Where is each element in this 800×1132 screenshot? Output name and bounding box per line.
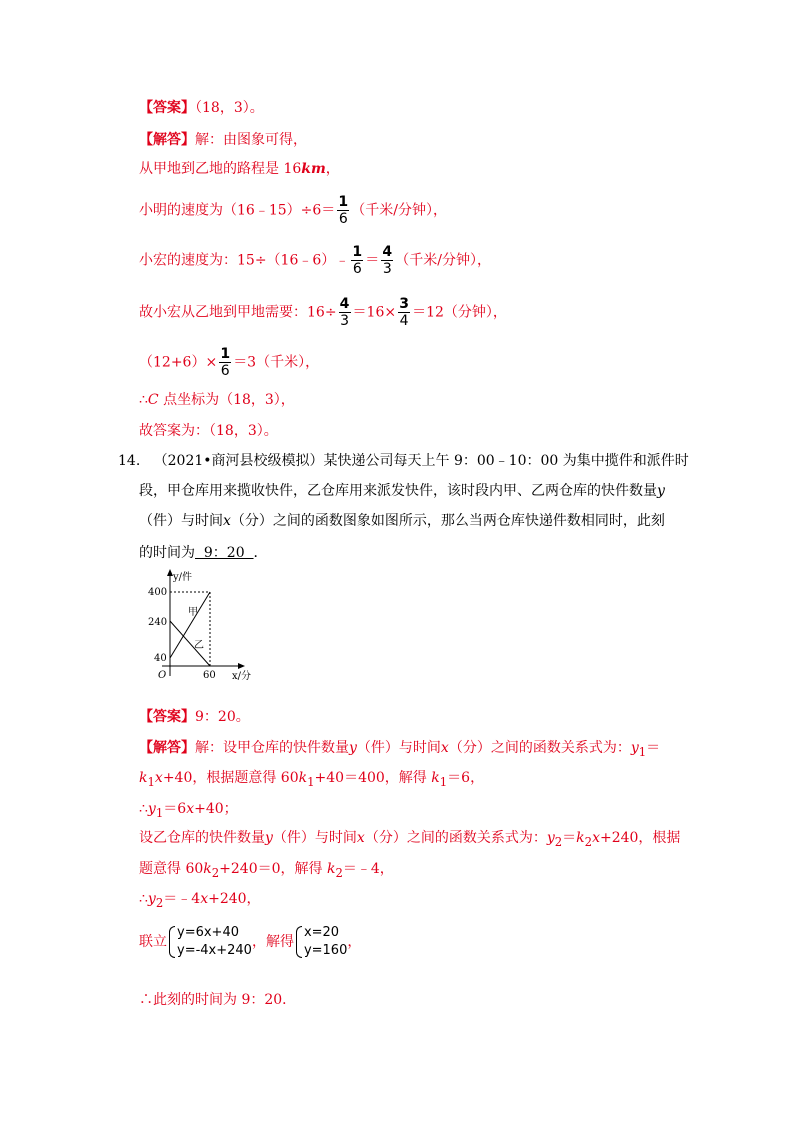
solution-line bbox=[139, 130, 307, 150]
q14-solution-line6: $\therefore y_2=﹣4x+240$， bbox=[139, 891, 261, 910]
fraction: $\frac{1}{6}$ bbox=[220, 346, 231, 379]
label-jia: 甲 bbox=[188, 607, 198, 618]
y-axis-label: y/件 bbox=[173, 572, 193, 583]
x-tick-60: 60 bbox=[203, 670, 216, 681]
xiaoming-speed-line: 小明的速度为（16﹣15）÷6＝ $\frac{1}{6}$ （千米/分钟）， bbox=[139, 194, 447, 227]
answer-tag: 【答案】 bbox=[139, 100, 195, 116]
solution-system: x=20 y=160 bbox=[294, 924, 347, 960]
fraction: $\frac{1}{6}$ bbox=[338, 194, 349, 227]
question-14-line4: 的时间为 9：20 ． bbox=[139, 545, 268, 561]
answer-blank: 9：20 bbox=[195, 545, 254, 561]
origin-label: O bbox=[158, 670, 167, 681]
y-tick-400: 400 bbox=[148, 587, 168, 598]
time-needed-line: 故小宏从乙地到甲地需要：16÷ $\frac{4}{3}$ ＝16× $\frac{3}{4}$ ＝12（分钟）， bbox=[139, 296, 507, 329]
x-axis-arrow bbox=[238, 663, 245, 669]
q14-system-line: 联立 y=6x+40 y=-4x+240 ，解得 x=20 y=160 ， bbox=[139, 925, 362, 958]
function-graph bbox=[140, 568, 270, 688]
question-14-line3: （件）与时间x（分）之间的函数图象如图所示，那么当两仓库快递件数相同时，此刻 bbox=[139, 513, 665, 529]
fraction: $\frac{4}{3}$ bbox=[339, 296, 350, 329]
fraction: $\frac{4}{3}$ bbox=[382, 244, 393, 277]
y-tick-240: 240 bbox=[148, 617, 168, 628]
line-yi bbox=[170, 621, 210, 666]
xiaohong-speed-line: 小宏的速度为：15÷（16﹣6）﹣ $\frac{1}{6}$ ＝ $\frac{4}{3}$ （千米/分钟）， bbox=[139, 244, 491, 277]
answer-text: （18，3）。 bbox=[195, 100, 264, 116]
question-14-line2: 段，甲仓库用来揽收快件，乙仓库用来派发快件，该时段内甲、乙两仓库的快件数量y bbox=[139, 483, 665, 499]
q14-solution-line3: $\therefore y_1=6x+40$； bbox=[139, 801, 238, 820]
q14-conclusion-line: ∴此刻的时间为 9：20． bbox=[139, 992, 297, 1008]
q14-solution-line2: $k_1x+40$，根据题意得 $60k_1+40=400$，解得 $k_1=6$， bbox=[139, 770, 485, 789]
fraction: $\frac{3}{4}$ bbox=[399, 296, 409, 329]
q14-solution-line5: 题意得 $60k_2+240=0$，解得 $k_2=﹣4$， bbox=[139, 861, 394, 880]
y-tick-40: 40 bbox=[154, 653, 167, 664]
equation-system: y=6x+40 y=-4x+240 bbox=[167, 924, 252, 960]
q14-solution-line1: 【解答】解：设甲仓库的快件数量y（件）与时间x（分）之间的函数关系式为：$y_1=$ bbox=[139, 740, 661, 759]
x-axis-label: x/分 bbox=[232, 671, 252, 682]
question-14-line1: 14. （2021•商河县校级模拟）某快递公司每天上午 9：00﹣10：00 为集中揽件和派件时 bbox=[118, 453, 689, 469]
fraction: $\frac{1}{6}$ bbox=[352, 244, 363, 277]
distance-line: 从甲地到乙地的路程是 16km， bbox=[139, 161, 340, 177]
solution-intro: 解：由图象可得， bbox=[195, 132, 307, 148]
q14-solution-line4: 设乙仓库的快件数量y（件）与时间x（分）之间的函数关系式为：$y_2=k_2x+240$，根据 bbox=[139, 830, 681, 849]
solution-tag: 【解答】 bbox=[139, 132, 195, 148]
distance-calc-line: （12+6）× $\frac{1}{6}$ ＝3（千米）， bbox=[139, 346, 320, 379]
label-yi: 乙 bbox=[194, 640, 204, 651]
q14-answer-line: 【答案】9：20。 bbox=[139, 709, 250, 725]
line-jia bbox=[170, 592, 210, 658]
final-answer-line: 故答案为：（18，3）。 bbox=[139, 423, 278, 439]
point-c-line: ∴C 点坐标为（18，3）， bbox=[139, 392, 295, 408]
answer-line bbox=[139, 98, 264, 118]
